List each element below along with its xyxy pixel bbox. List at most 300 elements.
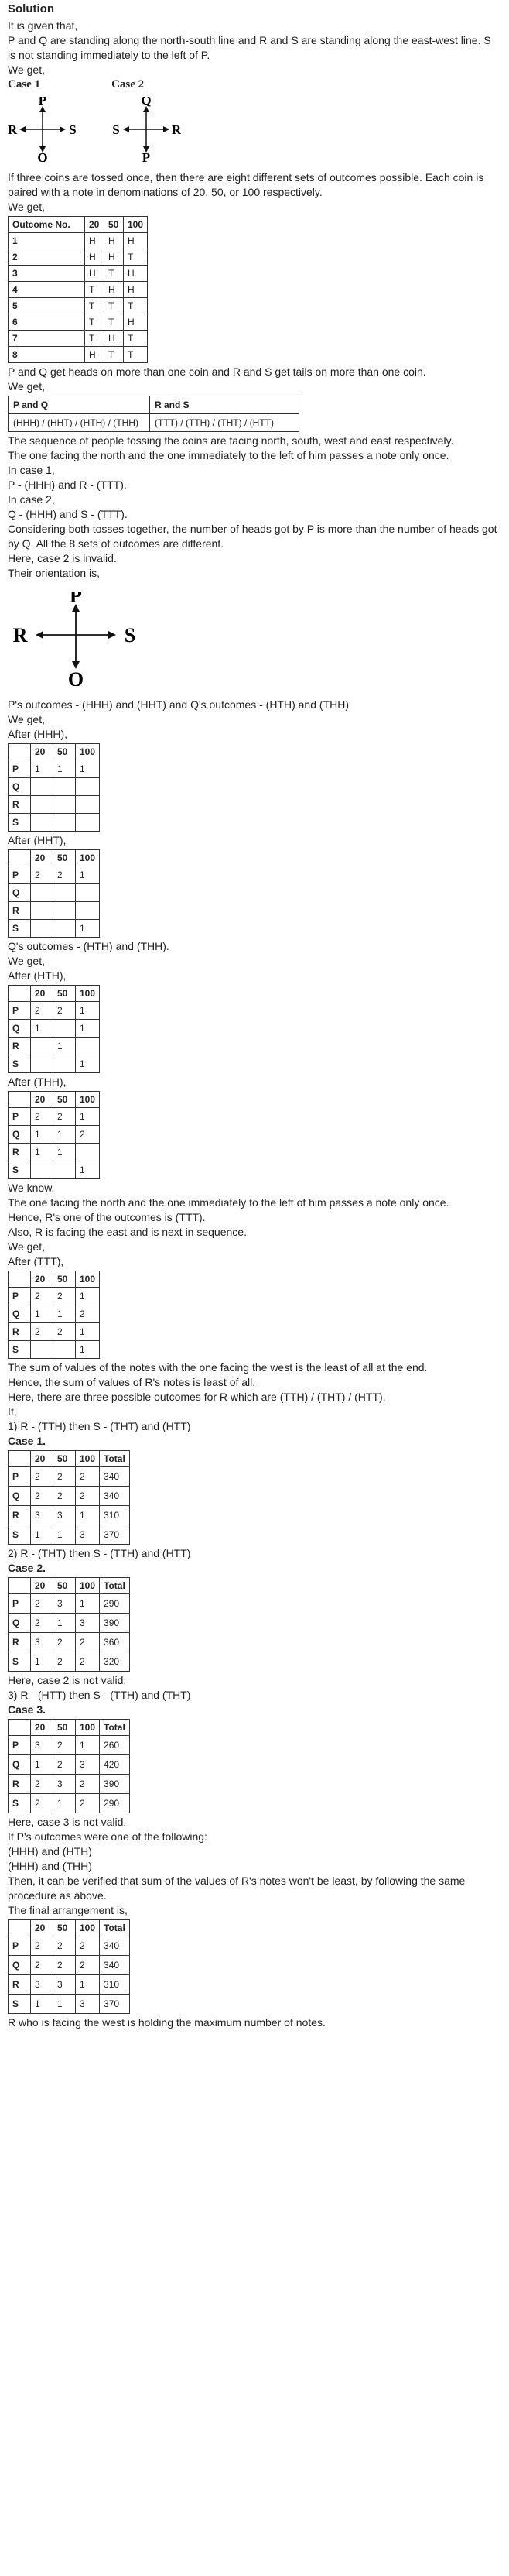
table-cell (53, 902, 76, 920)
compass-east-label: R (171, 122, 181, 137)
solution-title: Solution (8, 2, 54, 15)
header-cell: R and S (150, 396, 299, 414)
header-cell: 50 (53, 1092, 76, 1108)
table-cell: 310 (100, 1975, 130, 1995)
table-cell: 1 (76, 1506, 100, 1525)
table-cell (53, 1161, 76, 1179)
table-cell: 3 (31, 1506, 53, 1525)
row-label: P (9, 1288, 31, 1305)
table-cell: 340 (100, 1956, 130, 1975)
table-cell: 1 (31, 1995, 53, 2014)
table-row (9, 1038, 100, 1055)
compass-north-label: P (70, 592, 82, 607)
sum-text: Here, there are three possible outcomes for R which are (TTH) / (THT) / (HTT). (8, 1391, 386, 1403)
compass-final (8, 592, 501, 690)
row-label: P (9, 1736, 31, 1755)
q-outcomes-text: Q's outcomes - (HTH) and (THH). (8, 940, 169, 952)
table-cell: H (85, 249, 104, 266)
table-cell: 2 (31, 1936, 53, 1956)
table-cell: 2 (76, 1487, 100, 1506)
table-cell: H (85, 266, 104, 282)
header-cell: 20 (31, 1451, 53, 1467)
compass-north-label: P (38, 97, 47, 108)
table-row (9, 1341, 100, 1359)
table-row (9, 1161, 100, 1179)
header-cell (9, 1271, 31, 1288)
table-cell: 2 (53, 1755, 76, 1775)
compass-west-label: R (12, 624, 28, 647)
table-cell: (TTT) / (TTH) / (THT) / (HTT) (150, 414, 299, 432)
table-cell: 1 (76, 1594, 100, 1614)
header-cell: 20 (31, 986, 53, 1002)
row-label: R (9, 1975, 31, 1995)
step-label: After (HTH), (8, 969, 67, 982)
table-cell: 1 (76, 1341, 100, 1359)
table-cell: 4 (9, 282, 85, 298)
table-cell: 1 (53, 1144, 76, 1161)
notes-table-after-hth (8, 985, 100, 1073)
table-cell (31, 1161, 53, 1179)
table-cell: 1 (76, 920, 100, 938)
row-label: P (9, 1594, 31, 1614)
table-cell (76, 796, 100, 814)
table-cell (31, 778, 53, 796)
header-cell: 20 (31, 1920, 53, 1936)
row-label: R (9, 1506, 31, 1525)
row-label: S (9, 1161, 31, 1179)
sum-text: Hence, the sum of values of R's notes is least of all. (8, 1376, 256, 1388)
row-label: S (9, 1995, 31, 2014)
table-cell: T (124, 298, 148, 314)
header-cell: 20 (31, 1578, 53, 1594)
table-cell (53, 1055, 76, 1073)
table-cell: 340 (100, 1936, 130, 1956)
table-row (9, 298, 148, 314)
pq-text: P and Q get heads on more than one coin and R and S get tails on more than one coin. (8, 365, 426, 378)
header-cell: 20 (31, 1092, 53, 1108)
table-cell: 2 (53, 866, 76, 884)
table-row (9, 1487, 130, 1506)
we-know-text: Hence, R's one of the outcomes is (TTT). (8, 1211, 206, 1223)
table-header-row (9, 1092, 100, 1108)
table-cell (76, 778, 100, 796)
table-cell: T (104, 347, 124, 363)
table-cell: 8 (9, 347, 85, 363)
q-outcomes-text: We get, (8, 955, 45, 967)
p-outcomes-text: (HHH) and (HTH) (8, 1845, 92, 1857)
header-cell: 50 (53, 1720, 76, 1736)
header-cell (9, 1720, 31, 1736)
sequence-text: In case 1, (8, 464, 55, 476)
table-row (9, 1506, 130, 1525)
table-header-row (9, 1271, 100, 1288)
table-cell: 2 (31, 1614, 53, 1633)
table-row (9, 331, 148, 347)
row-label: Q (9, 884, 31, 902)
header-cell (9, 1451, 31, 1467)
table-cell: 2 (31, 1467, 53, 1487)
header-cell: Outcome No. (9, 217, 85, 233)
row-label: R (9, 796, 31, 814)
row-label: P (9, 1108, 31, 1126)
table-row (9, 1323, 100, 1341)
table-row (9, 1995, 130, 2014)
header-cell: 100 (76, 1271, 100, 1288)
table-cell: 1 (53, 1126, 76, 1144)
row-label: S (9, 920, 31, 938)
outcomes-text: P's outcomes - (HHH) and (HHT) and Q's outcomes - (HTH) and (THH) (8, 698, 349, 711)
table-cell: 1 (76, 1020, 100, 1038)
table-cell: 1 (53, 1525, 76, 1545)
table-cell: 2 (9, 249, 85, 266)
header-cell: 20 (31, 1271, 53, 1288)
table-cell: T (85, 282, 104, 298)
table-cell: 2 (53, 1108, 76, 1126)
table-cell: 3 (9, 266, 85, 282)
table-cell: H (104, 331, 124, 347)
outcomes-text: We get, (8, 713, 45, 725)
row-label: Q (9, 1126, 31, 1144)
table-cell: 2 (31, 1487, 53, 1506)
table-cell: T (104, 314, 124, 331)
header-cell: 20 (31, 850, 53, 866)
table-cell: 2 (53, 1323, 76, 1341)
table-cell: 290 (100, 1794, 130, 1813)
table-cell (76, 884, 100, 902)
row-label: Q (9, 1956, 31, 1975)
table-cell: H (104, 233, 124, 249)
row-label: Q (9, 778, 31, 796)
we-know-text: The one facing the north and the one immediately to the left of him passes a note only once. (8, 1196, 449, 1209)
table-cell: 2 (76, 1467, 100, 1487)
table-cell: 290 (100, 1594, 130, 1614)
conclusion-text: R who is facing the west is holding the maximum number of notes. (8, 2016, 326, 2029)
sequence-text: The one facing the north and the one immediately to the left of him passes a note only once. (8, 449, 449, 461)
table-row (9, 1055, 100, 1073)
header-cell: Total (100, 1451, 130, 1467)
table-cell: 1 (53, 1614, 76, 1633)
table-cell (76, 1038, 100, 1055)
header-cell (9, 1578, 31, 1594)
table-cell: T (104, 298, 124, 314)
table-cell: 2 (31, 1794, 53, 1813)
header-cell (9, 1920, 31, 1936)
compass-west-label: S (112, 122, 120, 137)
table-cell: 2 (53, 1633, 76, 1652)
sequence-text: Here, case 2 is invalid. (8, 552, 117, 564)
header-cell: 50 (53, 1451, 76, 1467)
table-cell (31, 884, 53, 902)
final-arrangement-table (8, 1919, 130, 2014)
table-cell: 2 (76, 1956, 100, 1975)
header-cell: 100 (124, 217, 148, 233)
table-cell: T (124, 331, 148, 347)
table-header-row (9, 986, 100, 1002)
table-cell (31, 1038, 53, 1055)
row-label: P (9, 1936, 31, 1956)
table-row (9, 1126, 100, 1144)
table-cell: T (85, 314, 104, 331)
table-row (9, 1020, 100, 1038)
sequence-text: The sequence of people tossing the coins are facing north, south, west and east respectively. (8, 434, 454, 447)
row-label: S (9, 814, 31, 832)
table-cell: 1 (31, 1020, 53, 1038)
step-label: After (HHH), (8, 728, 67, 740)
table-cell: 1 (76, 760, 100, 778)
table-row (9, 920, 100, 938)
table-cell: 1 (76, 1002, 100, 1020)
table-cell: 1 (76, 866, 100, 884)
header-cell: 50 (53, 1920, 76, 1936)
table-row (9, 760, 100, 778)
row-label: S (9, 1341, 31, 1359)
compass-south-label: P (142, 150, 151, 162)
header-cell: 100 (76, 1451, 100, 1467)
table-row (9, 814, 100, 832)
table-row (9, 1594, 130, 1614)
header-cell: 100 (76, 1092, 100, 1108)
table-row (9, 249, 148, 266)
table-cell: 2 (76, 1775, 100, 1794)
sequence-text: Considering both tosses together, the number of heads got by P is more than the number of heads got by Q. All the 8 sets of outcomes are different. (8, 523, 497, 550)
table-cell (53, 1020, 76, 1038)
table-header-row (9, 396, 299, 414)
table-row (9, 314, 148, 331)
table-cell: 1 (76, 1055, 100, 1073)
table-cell (53, 796, 76, 814)
table-row (9, 282, 148, 298)
table-cell: H (104, 282, 124, 298)
table-cell: 5 (9, 298, 85, 314)
table-cell: 3 (53, 1975, 76, 1995)
row-label: P (9, 760, 31, 778)
case-intro: 1) R - (TTH) then S - (THT) and (HTT) (8, 1420, 191, 1432)
row-label: S (9, 1525, 31, 1545)
table-cell: 390 (100, 1775, 130, 1794)
row-label: R (9, 1144, 31, 1161)
table-row (9, 902, 100, 920)
table-row (9, 884, 100, 902)
table-header-row (9, 1578, 130, 1594)
table-cell: T (104, 266, 124, 282)
table-cell: 1 (31, 1652, 53, 1672)
table-row (9, 1936, 130, 1956)
header-cell: 100 (76, 1578, 100, 1594)
table-cell: 1 (31, 1144, 53, 1161)
table-cell: T (124, 347, 148, 363)
coins-text: We get, (8, 201, 45, 213)
row-label: Q (9, 1487, 31, 1506)
case-note: Here, case 3 is not valid. (8, 1816, 127, 1828)
table-cell (53, 778, 76, 796)
notes-table-after-hhh (8, 743, 100, 832)
header-cell: Total (100, 1920, 130, 1936)
we-know-text: Also, R is facing the east and is next in sequence. (8, 1226, 247, 1238)
table-cell: 2 (76, 1305, 100, 1323)
header-cell: 100 (76, 1720, 100, 1736)
table-cell: 370 (100, 1525, 130, 1545)
table-cell: H (124, 233, 148, 249)
table-cell: 1 (53, 760, 76, 778)
table-cell: 420 (100, 1755, 130, 1775)
header-cell: 50 (53, 850, 76, 866)
header-cell: P and Q (9, 396, 150, 414)
table-cell: 7 (9, 331, 85, 347)
case-label: Case 2. (8, 1562, 46, 1574)
table-cell: 1 (53, 1995, 76, 2014)
pq-rs-table (8, 396, 299, 432)
table-cell (31, 814, 53, 832)
table-cell: T (124, 249, 148, 266)
header-cell: 50 (104, 217, 124, 233)
notes-table-after-hht (8, 849, 100, 938)
case-intro: 2) R - (THT) then S - (TTH) and (HTT) (8, 1547, 191, 1559)
table-row (9, 866, 100, 884)
table-row (9, 778, 100, 796)
table-cell (31, 1341, 53, 1359)
p-outcomes-text: Then, it can be verified that sum of the values of R's notes won't be least, by following the same procedure as above. (8, 1875, 466, 1902)
table-row (9, 1794, 130, 1813)
compass-case-1 (8, 97, 77, 166)
row-label: R (9, 1038, 31, 1055)
table-cell: 1 (53, 1794, 76, 1813)
table-cell: 320 (100, 1652, 130, 1672)
table-cell: 2 (76, 1794, 100, 1813)
table-header-row (9, 217, 148, 233)
table-row (9, 1775, 130, 1794)
table-cell: 1 (31, 1525, 53, 1545)
case-2-table (8, 1577, 130, 1672)
table-cell: 2 (53, 1487, 76, 1506)
table-cell: 3 (53, 1506, 76, 1525)
table-row (9, 1144, 100, 1161)
table-cell: 2 (31, 1956, 53, 1975)
table-header-row (9, 1920, 130, 1936)
table-cell: 2 (31, 1288, 53, 1305)
table-cell: 2 (53, 1736, 76, 1755)
row-label: R (9, 902, 31, 920)
compass-north-label: Q (141, 97, 152, 108)
header-cell (9, 1092, 31, 1108)
header-cell (9, 986, 31, 1002)
table-cell: T (85, 331, 104, 347)
table-row (9, 1108, 100, 1126)
intro-line: P and Q are standing along the north-south line and R and S are standing along the east-west line. S is not standing immediately to the left of P. (8, 34, 491, 61)
case-2-label: Case 2 (111, 78, 145, 91)
table-cell: 3 (53, 1775, 76, 1794)
table-cell: 340 (100, 1487, 130, 1506)
table-row (9, 414, 299, 432)
compass-case-2 (111, 97, 181, 166)
intro-line: It is given that, (8, 19, 78, 32)
table-cell (31, 796, 53, 814)
table-row (9, 1467, 130, 1487)
p-outcomes-text: The final arrangement is, (8, 1904, 128, 1916)
header-cell: Total (100, 1720, 130, 1736)
table-cell: 2 (76, 1936, 100, 1956)
row-label: R (9, 1775, 31, 1794)
compass-south-label: Q (67, 668, 84, 686)
table-cell (31, 920, 53, 938)
table-cell: 360 (100, 1633, 130, 1652)
table-header-row (9, 850, 100, 866)
header-cell: 100 (76, 986, 100, 1002)
table-cell: 3 (31, 1736, 53, 1755)
coins-text: If three coins are tossed once, then there are eight different sets of outcomes possible. Each coin is paired with a note in denominations of 20, 50, or 100 respectively. (8, 171, 484, 198)
table-cell: 370 (100, 1995, 130, 2014)
table-cell: H (85, 233, 104, 249)
table-cell (53, 920, 76, 938)
p-outcomes-text: (HHH) and (THH) (8, 1860, 92, 1872)
table-cell: 1 (76, 1975, 100, 1995)
table-cell: 1 (31, 1305, 53, 1323)
case-1-table (8, 1450, 130, 1545)
table-row (9, 1288, 100, 1305)
table-row (9, 1736, 130, 1755)
table-cell: 2 (53, 1956, 76, 1975)
row-label: Q (9, 1020, 31, 1038)
header-cell: 100 (76, 850, 100, 866)
table-row (9, 266, 148, 282)
table-cell: 2 (31, 866, 53, 884)
we-know-text: We get, (8, 1240, 45, 1253)
header-cell: Total (100, 1578, 130, 1594)
row-label: R (9, 1323, 31, 1341)
table-cell: H (124, 282, 148, 298)
sum-text: The sum of values of the notes with the one facing the west is the least of all at the end. (8, 1361, 428, 1374)
table-cell: 2 (76, 1126, 100, 1144)
table-cell: 2 (31, 1775, 53, 1794)
row-label: R (9, 1633, 31, 1652)
table-row (9, 1525, 130, 1545)
case-1-label: Case 1 (8, 78, 41, 91)
header-cell: 20 (85, 217, 104, 233)
table-header-row (9, 744, 100, 760)
step-label: After (THH), (8, 1075, 67, 1088)
header-cell: 20 (31, 744, 53, 760)
table-cell (53, 884, 76, 902)
table-row (9, 1633, 130, 1652)
table-cell: 1 (53, 1305, 76, 1323)
table-cell: 2 (53, 1288, 76, 1305)
table-cell: 1 (31, 760, 53, 778)
table-cell: 3 (31, 1633, 53, 1652)
table-cell: 310 (100, 1506, 130, 1525)
case-labels (8, 77, 501, 92)
table-cell: 1 (76, 1108, 100, 1126)
table-row (9, 1002, 100, 1020)
table-row (9, 347, 148, 363)
table-cell: 3 (76, 1995, 100, 2014)
p-outcomes-text: If P's outcomes were one of the following: (8, 1830, 207, 1843)
notes-table-after-ttt (8, 1271, 100, 1359)
table-cell (76, 902, 100, 920)
row-label: S (9, 1652, 31, 1672)
table-cell: 2 (31, 1323, 53, 1341)
table-cell: 2 (76, 1652, 100, 1672)
table-cell: 1 (76, 1161, 100, 1179)
header-cell: 50 (53, 1271, 76, 1288)
table-cell: 1 (31, 1126, 53, 1144)
table-row (9, 233, 148, 249)
table-cell: T (85, 298, 104, 314)
table-row (9, 1975, 130, 1995)
table-cell (76, 814, 100, 832)
case-label: Case 3. (8, 1703, 46, 1716)
row-label: S (9, 1794, 31, 1813)
table-row (9, 1614, 130, 1633)
row-label: Q (9, 1305, 31, 1323)
